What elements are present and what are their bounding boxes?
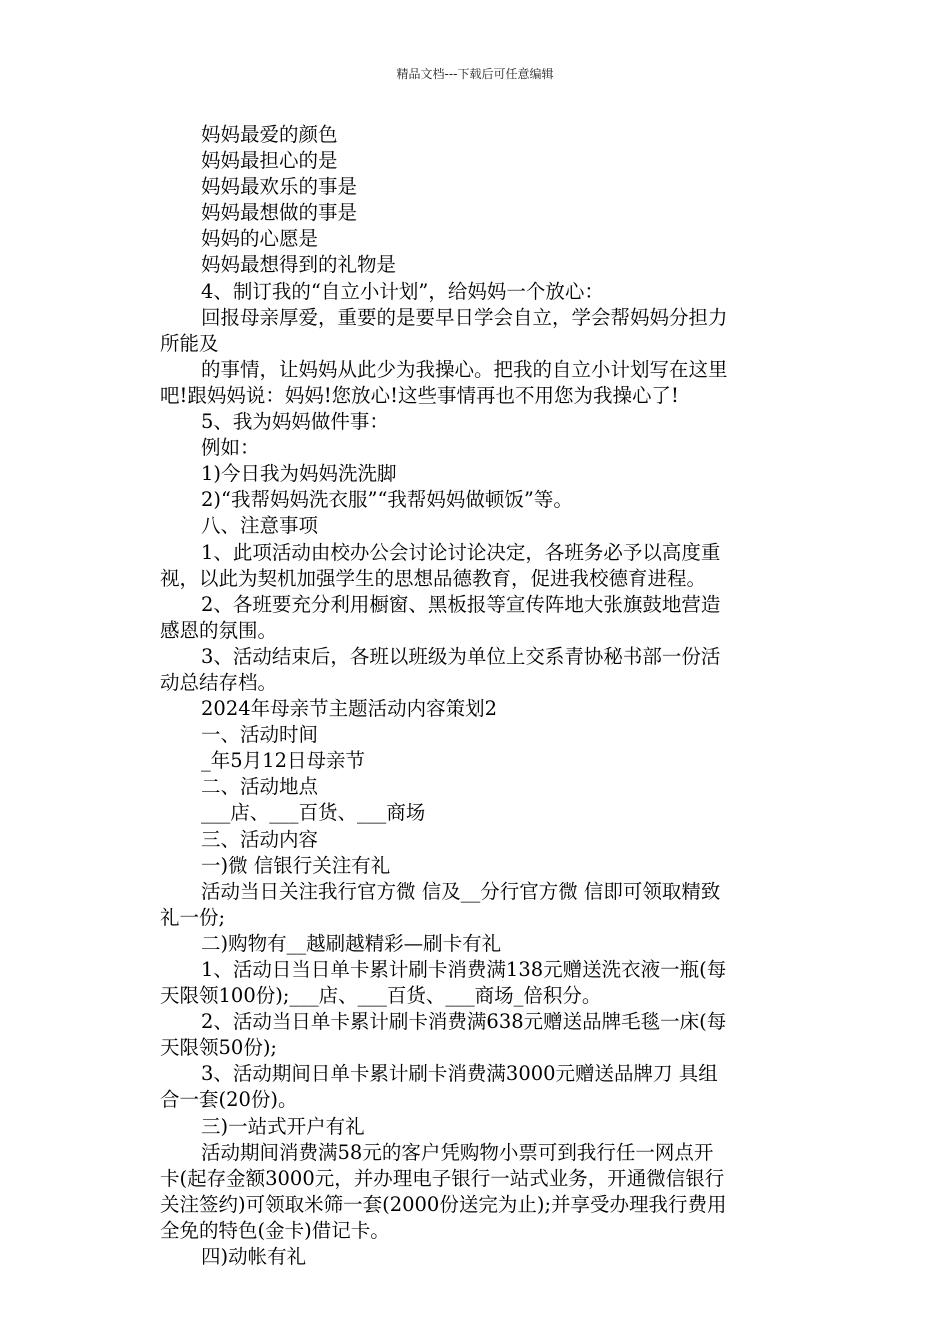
text-line: 2、活动当日单卡累计刷卡消费满638元赠送品牌毛毯一床(每 <box>201 1010 727 1034</box>
text-line: 动总结存档。 <box>160 670 278 694</box>
text-line: 三、活动内容 <box>201 827 319 851</box>
text-line: 所能及 <box>160 331 219 355</box>
text-line: 5、我为妈妈做件事： <box>201 410 389 434</box>
text-line: 三)一站式开户有礼 <box>201 1114 365 1138</box>
text-line: 妈妈最想得到的礼物是 <box>201 253 397 277</box>
text-line: 2024年母亲节主题活动内容策划2 <box>201 697 498 721</box>
text-line: 妈妈最欢乐的事是 <box>201 175 358 199</box>
text-line: 二)购物有__越刷越精彩—刷卡有礼 <box>201 931 502 955</box>
text-line: 2)“我帮妈妈洗衣服”“我帮妈妈做顿饭”等。 <box>201 488 573 512</box>
text-line: 一、活动时间 <box>201 723 319 747</box>
text-line: 妈妈的心愿是 <box>201 227 319 251</box>
text-line: 四)动帐有礼 <box>201 1245 307 1269</box>
text-line: 感恩的氛围。 <box>160 618 278 642</box>
text-line: 妈妈最担心的是 <box>201 149 338 173</box>
text-line: 例如： <box>201 436 260 460</box>
text-line: 天限领100份);___店、___百货、___商场_倍积分。 <box>160 984 602 1008</box>
text-line: 二、活动地点 <box>201 775 319 799</box>
document-body <box>160 122 820 1270</box>
text-line: 妈妈最想做的事是 <box>201 201 358 225</box>
text-line: 卡(起存金额3000元，并办理电子银行一站式业务，开通微信银行 <box>160 1166 725 1190</box>
text-line: 3、活动期间日单卡累计刷卡消费满3000元赠送品牌刀 具组 <box>201 1062 718 1086</box>
text-line: 妈妈最爱的颜色 <box>201 123 338 146</box>
text-line: 3、活动结束后，各班以班级为单位上交系青协秘书部一份活 <box>201 644 721 668</box>
text-line: 活动当日关注我行官方微 信及__分行官方微 信即可领取精致 <box>201 879 721 903</box>
text-line: 关注签约)可领取米筛一套(2000份送完为止);并享受办理我行费用 <box>160 1192 727 1216</box>
text-line: 4、制订我的“自立小计划”，给妈妈一个放心： <box>201 279 604 303</box>
text-line: 视，以此为契机加强学生的思想品德教育，促进我校德育进程。 <box>160 566 707 590</box>
text-line: 活动期间消费满58元的客户凭购物小票可到我行任一网点开 <box>201 1140 714 1164</box>
text-line: _年5月12日母亲节 <box>201 749 365 773</box>
text-line: ___店、___百货、___商场 <box>201 801 426 825</box>
text-line: 回报母亲厚爱，重要的是要早日学会自立，学会帮妈妈分担力 <box>201 305 728 329</box>
page-header: 精品文档---下载后可任意编辑 <box>396 67 554 81</box>
text-line: 合一套(20份)。 <box>160 1088 298 1112</box>
text-line: 一)微 信银行关注有礼 <box>201 853 391 877</box>
text-line: 天限领50份); <box>160 1036 277 1060</box>
text-line: 2、各班要充分利用橱窗、黑板报等宣传阵地大张旗鼓地营造 <box>201 592 721 616</box>
text-line: 1、活动日当日单卡累计刷卡消费满138元赠送洗衣液一瓶(每 <box>201 958 727 981</box>
text-line: 全免的特色(金卡)借记卡。 <box>160 1218 390 1242</box>
text-line: 礼一份; <box>160 905 226 929</box>
text-line: 八、注意事项 <box>201 514 319 538</box>
text-line: 吧!跟妈妈说：妈妈!您放心!这些事情再也不用您为我操心了! <box>160 383 679 407</box>
text-line: 的事情，让妈妈从此少为我操心。把我的自立小计划写在这里 <box>201 357 728 381</box>
text-line: 1、此项活动由校办公会讨论讨论决定，各班务必予以高度重 <box>201 540 721 564</box>
text-line: 1)今日我为妈妈洗洗脚 <box>201 462 397 486</box>
